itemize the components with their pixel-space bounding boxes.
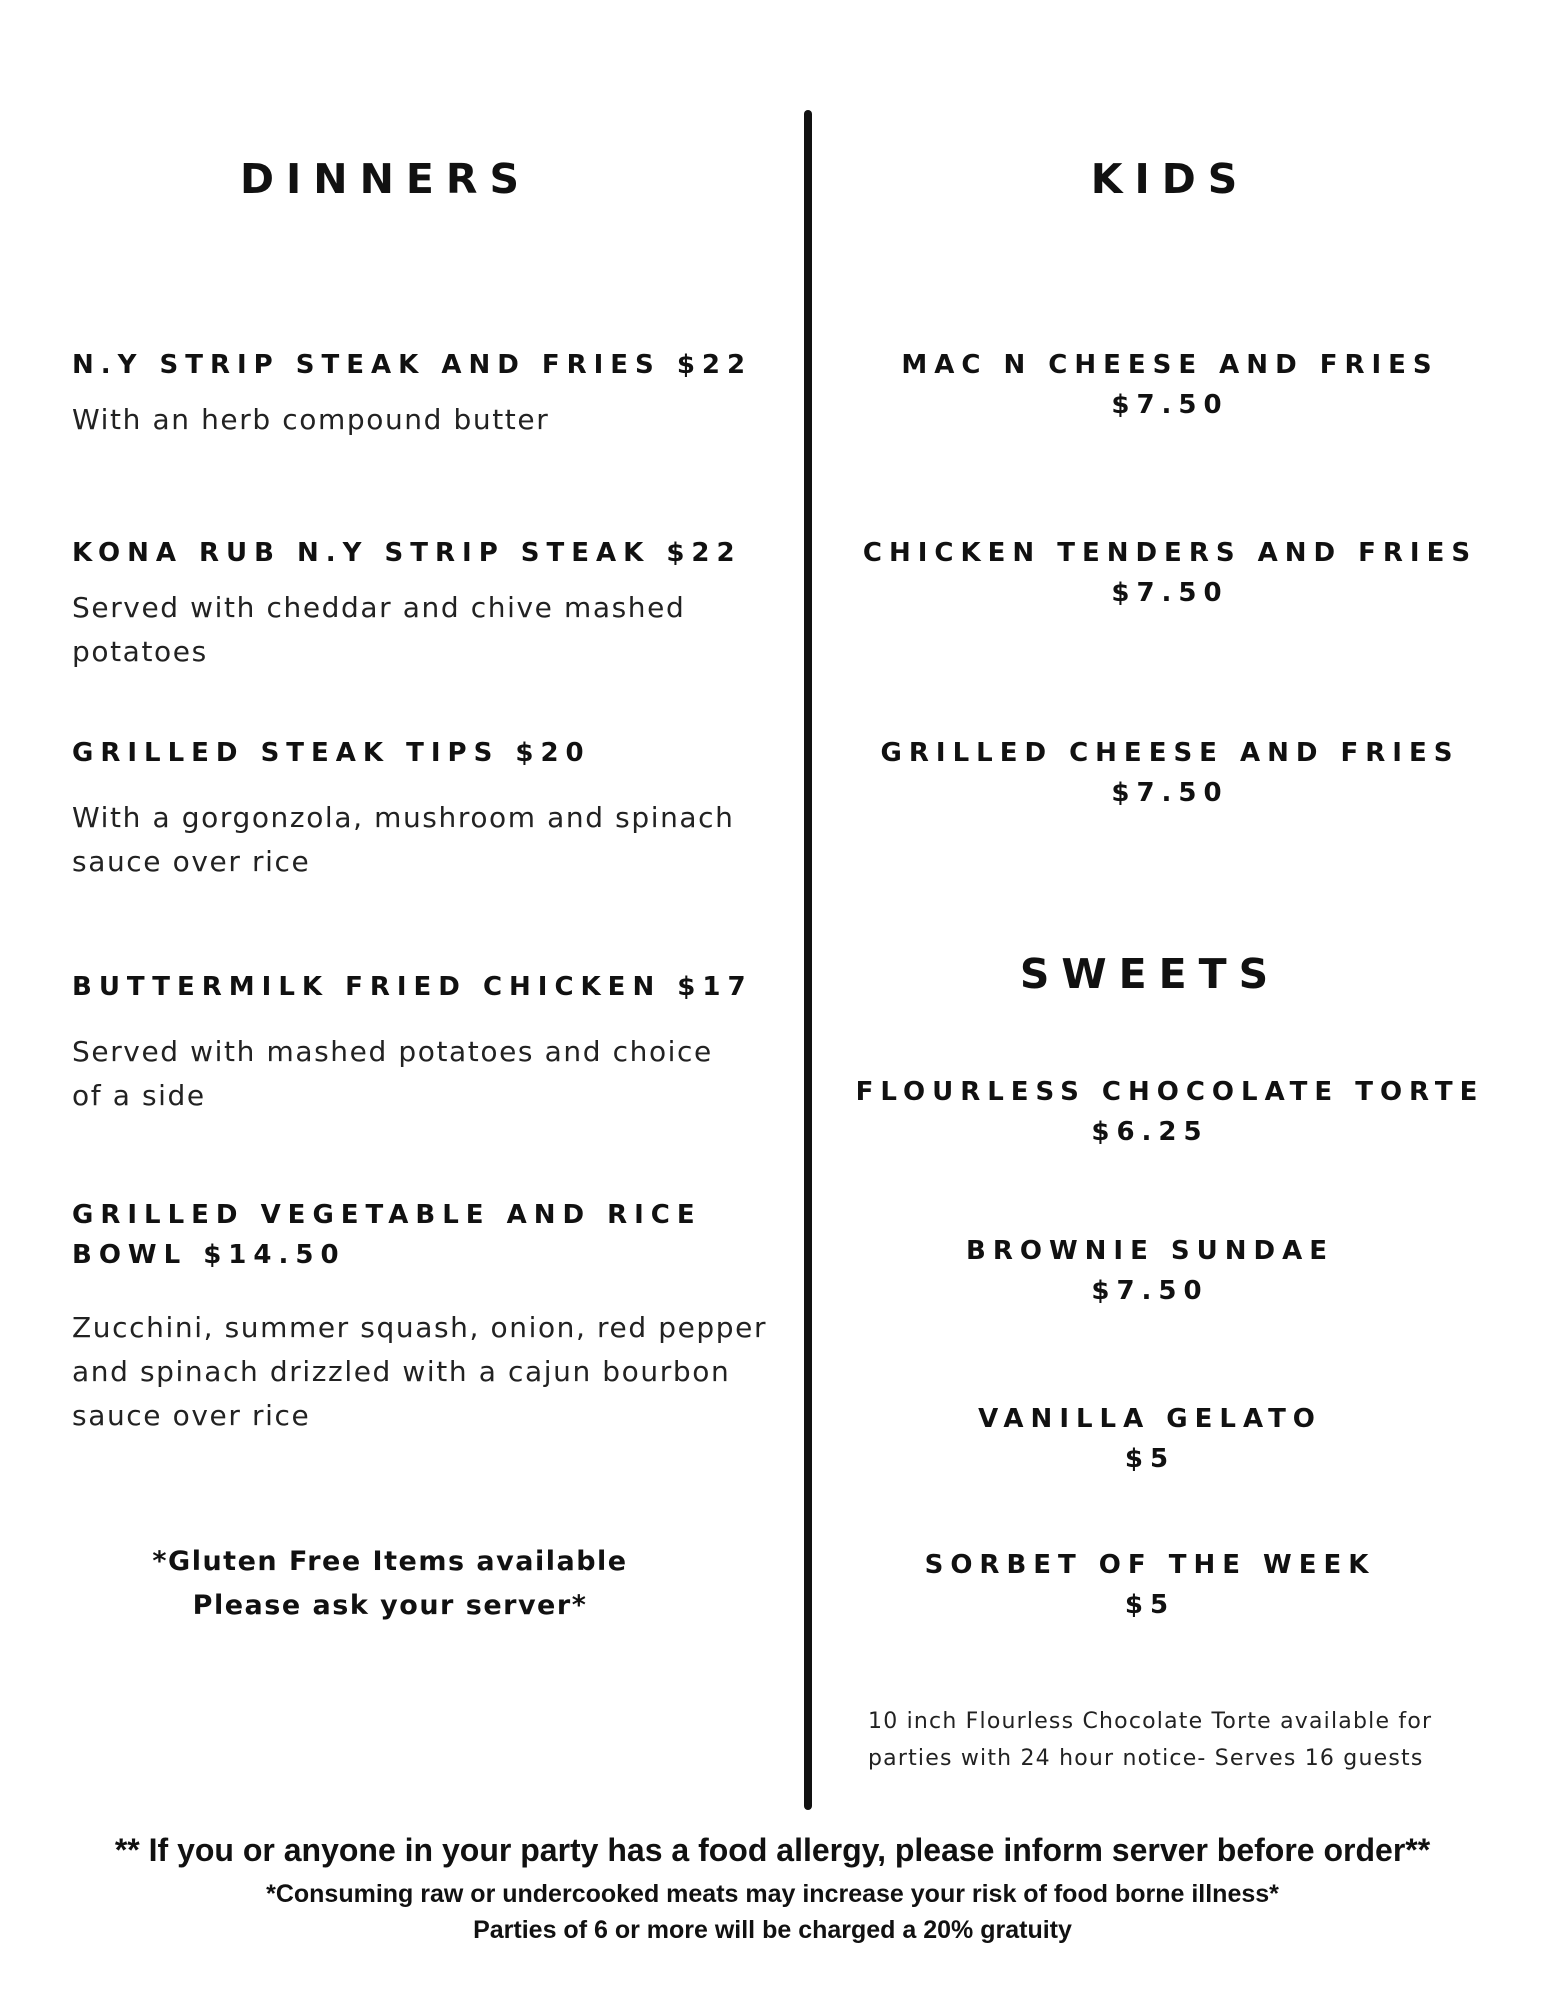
kids-item-3-title: GRILLED CHEESE AND FRIES — [880, 738, 1460, 768]
raw-meat-warning: *Consuming raw or undercooked meats may increase your risk of food borne illness* — [266, 1880, 1279, 1908]
torte-note-line-2: parties with 24 hour notice- Serves 16 guests — [868, 1746, 1424, 1771]
sweets-item-4-price: $5 — [1124, 1590, 1176, 1620]
torte-note-line-1: 10 inch Flourless Chocolate Torte available for — [868, 1709, 1433, 1734]
dinners-heading: DINNERS — [240, 155, 532, 203]
kids-item-1-price: $7.50 — [1111, 390, 1229, 420]
dinner-item-4-desc-line-1: Served with mashed potatoes and choice — [72, 1035, 713, 1068]
kids-heading: KIDS — [1090, 155, 1250, 203]
sweets-item-3-title: VANILLA GELATO — [978, 1404, 1322, 1434]
dinner-item-3-title: GRILLED STEAK TIPS $20 — [72, 738, 591, 768]
sweets-heading: SWEETS — [1019, 950, 1281, 998]
gluten-free-note-line-1: *Gluten Free Items available — [152, 1546, 628, 1577]
kids-item-2-title: CHICKEN TENDERS AND FRIES — [862, 538, 1478, 568]
allergy-notice: ** If you or anyone in your party has a food allergy, please inform server before order** — [114, 1832, 1431, 1868]
dinner-item-4-desc-line-2: of a side — [72, 1079, 206, 1112]
dinner-item-4-title: BUTTERMILK FRIED CHICKEN $17 — [72, 972, 753, 1002]
dinner-item-5-desc-line-1: Zucchini, summer squash, onion, red pepper — [72, 1311, 768, 1344]
sweets-item-1-title: FLOURLESS CHOCOLATE TORTE — [855, 1077, 1485, 1107]
dinner-item-5-title-line-1: GRILLED VEGETABLE AND RICE — [72, 1200, 702, 1230]
dinner-item-1-title: N.Y STRIP STEAK AND FRIES $22 — [72, 350, 753, 380]
kids-item-3-price: $7.50 — [1111, 778, 1229, 808]
dinner-item-5-title-line-2: BOWL $14.50 — [72, 1240, 346, 1270]
sweets-item-2-price: $7.50 — [1091, 1276, 1209, 1306]
dinner-item-5-desc-line-3: sauce over rice — [72, 1399, 311, 1432]
gratuity-notice: Parties of 6 or more will be charged a 20% gratuity — [473, 1916, 1072, 1944]
sweets-item-2-title: BROWNIE SUNDAE — [966, 1236, 1334, 1266]
sweets-item-1-price: $6.25 — [1091, 1117, 1209, 1147]
gluten-free-note-line-2: Please ask your server* — [192, 1590, 588, 1621]
sweets-item-4-title: SORBET OF THE WEEK — [924, 1550, 1376, 1580]
kids-item-1-title: MAC N CHEESE AND FRIES — [901, 350, 1439, 380]
kids-item-2-price: $7.50 — [1111, 578, 1229, 608]
dinner-item-2-desc-line-1: Served with cheddar and chive mashed — [72, 591, 686, 624]
dinner-item-2-desc-line-2: potatoes — [72, 635, 208, 668]
dinner-item-3-desc-line-1: With a gorgonzola, mushroom and spinach — [72, 801, 735, 834]
column-divider — [804, 110, 812, 1810]
dinner-item-1-desc: With an herb compound butter — [72, 403, 550, 436]
dinner-item-2-title: KONA RUB N.Y STRIP STEAK $22 — [72, 538, 742, 568]
dinner-item-5-desc-line-2: and spinach drizzled with a cajun bourbon — [72, 1355, 731, 1388]
dinner-item-3-desc-line-2: sauce over rice — [72, 845, 311, 878]
sweets-item-3-price: $5 — [1124, 1444, 1176, 1474]
